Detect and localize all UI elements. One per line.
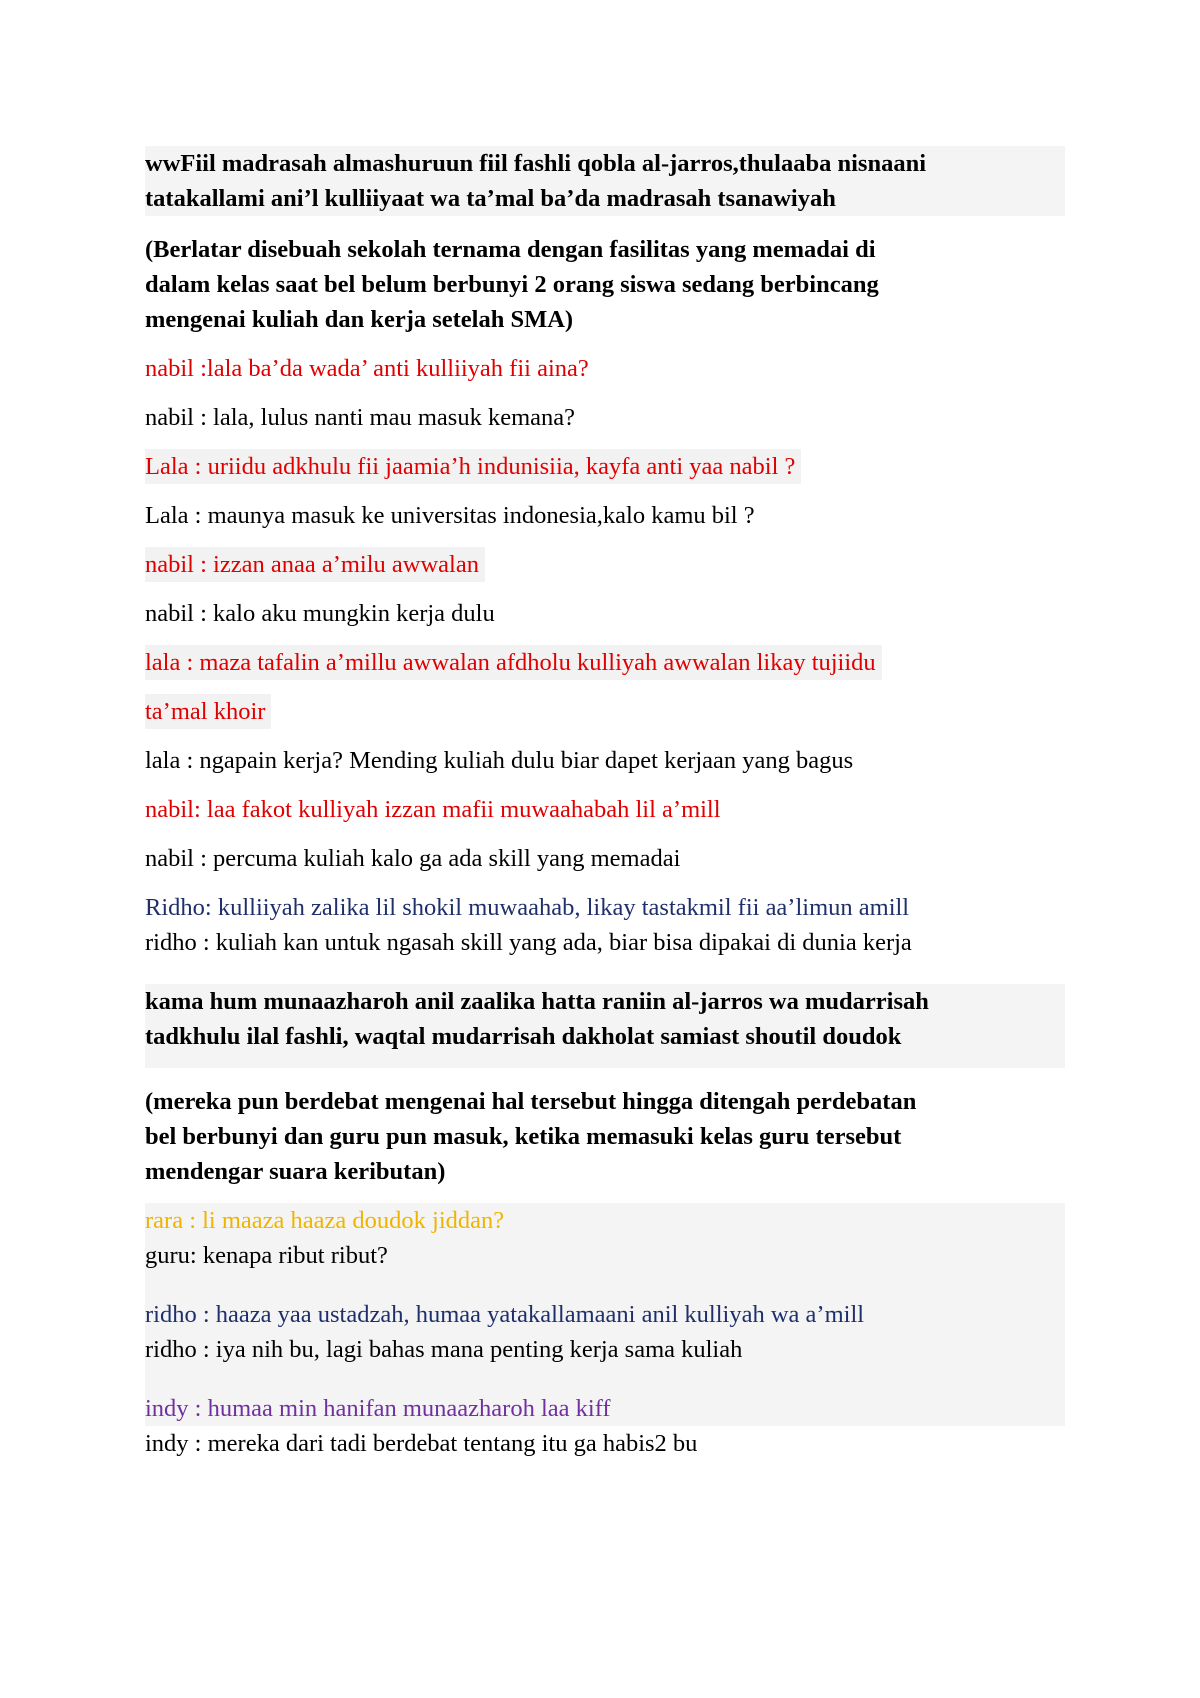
setting-line: (Berlatar disebuah sekolah ternama dengan fasilitas yang memadai di [145,236,876,263]
dialogue-translation: nabil : lala, lulus nanti mau masuk kemana? [145,404,575,431]
dialogue-arabic: ta’mal khoir [145,694,1060,729]
scene2-translation-line: bel berbunyi dan guru pun masuk, ketika memasuki kelas guru tersebut [145,1123,902,1150]
dialogue-arabic: nabil : izzan anaa a’milu awwalan [145,547,1060,582]
setting-line: dalam kelas saat bel belum berbunyi 2 orang siswa sedang berbincang [145,271,879,298]
dialogue-translation: ridho : kuliah kan untuk ngasah skill yang ada, biar bisa dipakai di dunia kerja [145,929,912,956]
dialogue-translation: lala : ngapain kerja? Mending kuliah dulu biar dapet kerjaan yang bagus [145,747,854,774]
scene2-translation-line: (mereka pun berdebat mengenai hal tersebut hingga ditengah perdebatan [145,1088,917,1115]
dialogue-translation: nabil : kalo aku mungkin kerja dulu [145,600,495,627]
dialogue-arabic: rara : li maaza haaza doudok jiddan? [145,1207,505,1234]
intro-block [145,146,1065,216]
dialogue-translation: ridho : iya nih bu, lagi bahas mana penting kerja sama kuliah [145,1336,743,1363]
closing-dialogue-block [145,1203,1065,1426]
scene2-translation-line: mendengar suara keributan) [145,1158,446,1185]
setting-line: mengenai kuliah dan kerja setelah SMA) [145,306,574,333]
dialogue-translation: indy : mereka dari tadi berdebat tentang itu ga habis2 bu [145,1430,698,1457]
scene2-line: kama hum munaazharoh anil zaalika hatta raniin al-jarros wa mudarrisah [145,988,929,1015]
dialogue-arabic: indy : humaa min hanifan munaazharoh laa kiff [145,1395,611,1422]
dialogue-translation: guru: kenapa ribut ribut? [145,1242,388,1269]
intro-line: tatakallami ani’l kulliiyaat wa ta’mal ba’da madrasah tsanawiyah [145,185,836,212]
scene2-line: tadkhulu ilal fashli, waqtal mudarrisah dakholat samiast shoutil doudok [145,1023,902,1050]
intro-line: wwFiil madrasah almashuruun fiil fashli qobla al-jarros,thulaaba nisnaani [145,150,926,177]
dialogue-translation: nabil : percuma kuliah kalo ga ada skill yang memadai [145,845,681,872]
dialogue-arabic: lala : maza tafalin a’millu awwalan afdholu kulliyah awwalan likay tujiidu [145,645,1060,680]
dialogue-arabic: ridho : haaza yaa ustadzah, humaa yatakallamaani anil kulliyah wa a’mill [145,1301,865,1328]
dialogue-arabic: Lala : uriidu adkhulu fii jaamia’h indunisiia, kayfa anti yaa nabil ? [145,449,1060,484]
dialogue-arabic: nabil :lala ba’da wada’ anti kulliiyah fii aina? [145,355,589,382]
dialogue-arabic: nabil: laa fakot kulliyah izzan mafii muwaahabah lil a’mill [145,796,721,823]
scene2-block [145,984,1065,1068]
document-body [145,146,1060,1461]
dialogue-translation: Lala : maunya masuk ke universitas indonesia,kalo kamu bil ? [145,502,755,529]
dialogue-arabic: Ridho: kulliiyah zalika lil shokil muwaahab, likay tastakmil fii aa’limun amill [145,894,910,921]
